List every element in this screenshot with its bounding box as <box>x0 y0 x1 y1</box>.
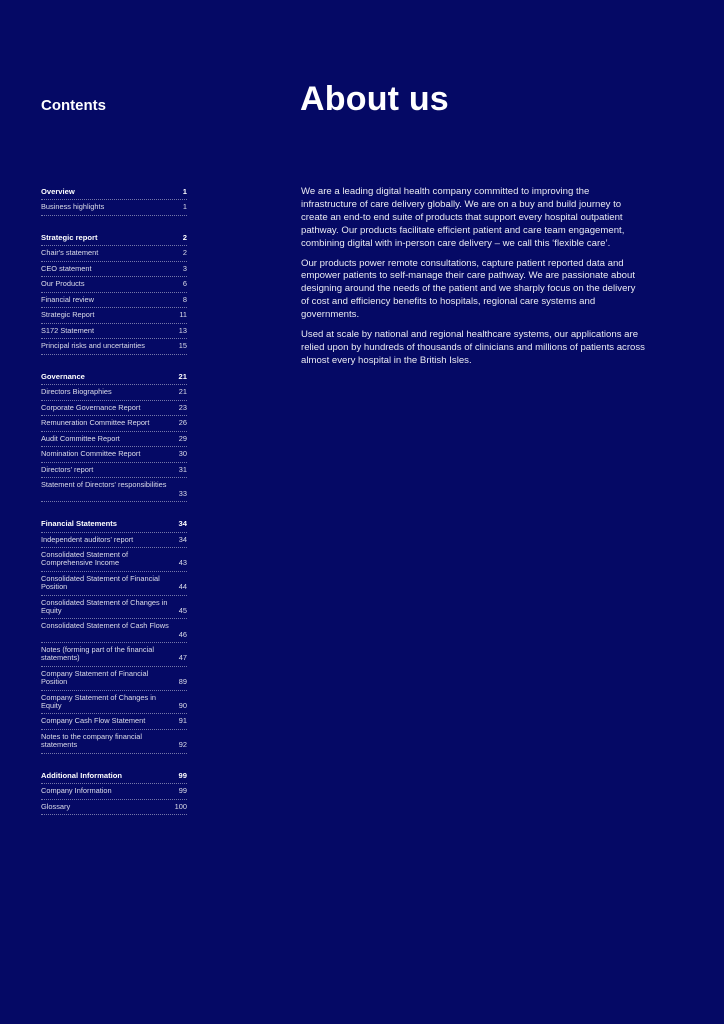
toc-entry-label: Strategic Report <box>41 310 95 320</box>
toc-section <box>41 517 187 754</box>
toc-entry-label: Directors' report <box>41 464 94 474</box>
about-us-body <box>301 186 646 375</box>
toc-section-heading[interactable] <box>41 769 187 784</box>
toc-entry[interactable] <box>41 463 187 478</box>
toc-entry[interactable] <box>41 572 187 596</box>
toc-entry-label: Financial review <box>41 294 94 304</box>
toc-section <box>41 769 187 815</box>
toc-entry[interactable] <box>41 401 187 416</box>
toc-entry-label: Consolidated Statement of Comprehensive Income <box>41 549 129 568</box>
toc-page-number: 44 <box>178 582 187 592</box>
toc-entry-label: Company Information <box>41 786 112 796</box>
toc-entry-label: Independent auditors' report <box>41 534 134 544</box>
toc-entry-label: Business highlights <box>41 202 105 212</box>
toc-entry-label: Our Products <box>41 279 85 289</box>
toc-page-number: 15 <box>178 341 187 351</box>
toc-page-number: 91 <box>178 716 187 726</box>
toc-entry[interactable] <box>41 432 187 447</box>
toc-entry-label: Consolidated Statement of Cash Flows <box>41 621 169 631</box>
toc-entry-label: Statement of Directors' responsibilities <box>41 480 167 490</box>
toc-page-number: 89 <box>178 677 187 687</box>
toc-section <box>41 185 187 216</box>
toc-entry[interactable] <box>41 246 187 261</box>
toc-entry-label: Directors Biographies <box>41 387 112 397</box>
toc-entry[interactable] <box>41 277 187 292</box>
toc-page-number: 1 <box>182 187 187 196</box>
toc-section-heading[interactable] <box>41 231 187 246</box>
toc-entry[interactable] <box>41 324 187 339</box>
toc-entry-label: Consolidated Statement of Changes in Equity <box>41 597 168 615</box>
toc-page-number: 13 <box>178 325 187 335</box>
toc-entry-label: Glossary <box>41 801 71 811</box>
toc-page-number: 21 <box>178 387 187 397</box>
contents-title: Contents <box>41 97 106 114</box>
about-paragraph: Used at scale by national and regional healthcare systems, our applications are relied upon by hundreds of thousands of clinicians and millions of patients across almost every hospital in the British Isles. <box>301 329 645 366</box>
toc-entry-label: Financial Statements <box>41 519 117 529</box>
about-paragraph: Our products power remote consultations, capture patient reported data and empower patients to self-manage their care pathway. We are passionate about designing around the needs of the patient and we sharply focus on the delivery of cost and efficiency benefits to hospitals, regional care systems and governments. <box>301 257 636 321</box>
toc-entry-label: Nomination Committee Report <box>41 449 141 459</box>
toc-page-number: 8 <box>182 294 187 304</box>
toc-page-number: 99 <box>178 770 187 780</box>
toc-section <box>41 231 187 355</box>
toc-entry[interactable] <box>41 262 187 277</box>
toc-entry-label: Remuneration Committee Report <box>41 418 150 428</box>
toc-page-number: 2 <box>182 248 187 258</box>
toc-entry[interactable] <box>41 596 187 620</box>
toc-page-number: 21 <box>178 371 187 381</box>
toc-entry[interactable] <box>41 714 187 729</box>
page-title: About us <box>300 80 449 118</box>
toc-entry-label: Notes (forming part of the financial statements) <box>41 645 154 663</box>
toc-entry[interactable] <box>41 416 187 431</box>
toc-entry-label: Company Cash Flow Statement <box>41 716 146 726</box>
toc-entry-label: S172 Statement <box>41 325 95 335</box>
toc-section <box>41 370 187 502</box>
toc-entry-label: Chair's statement <box>41 248 99 258</box>
toc-page-number: 33 <box>178 488 187 498</box>
toc-page-number: 11 <box>179 310 187 320</box>
toc-entry[interactable] <box>41 667 187 691</box>
toc-page-number: 100 <box>174 801 187 811</box>
toc-page-number: 99 <box>178 786 187 796</box>
toc-entry[interactable] <box>41 293 187 308</box>
toc-page-number: 92 <box>178 740 187 750</box>
toc-entry[interactable] <box>41 643 187 667</box>
toc-entry[interactable] <box>41 730 187 754</box>
toc-entry-label: CEO statement <box>41 263 92 273</box>
toc-entry-label: Governance <box>41 371 85 381</box>
toc-page-number: 30 <box>178 449 187 459</box>
toc-entry[interactable] <box>41 533 187 548</box>
toc-entry[interactable] <box>41 339 187 354</box>
toc-entry[interactable] <box>41 800 187 815</box>
toc-page-number: 29 <box>178 433 187 443</box>
toc-entry-label: Company Statement of Financial Position <box>41 668 149 687</box>
toc-page-number: 3 <box>182 263 187 273</box>
toc-section-heading[interactable] <box>41 517 187 532</box>
toc-entry[interactable] <box>41 691 187 715</box>
toc-page-number: 47 <box>178 653 187 663</box>
toc-entry[interactable] <box>41 385 187 400</box>
toc-entry[interactable] <box>41 478 187 502</box>
toc-entry[interactable] <box>41 619 187 643</box>
toc-page-number: 31 <box>178 464 187 474</box>
toc-page-number: 6 <box>182 279 187 289</box>
toc-page-number: 2 <box>182 232 187 242</box>
toc-entry-label: Principal risks and uncertainties <box>41 341 145 351</box>
toc-section-heading[interactable] <box>41 185 187 200</box>
toc-entry-label: Audit Committee Report <box>41 433 120 443</box>
toc-page-number: 46 <box>178 629 187 639</box>
toc-entry-label: Additional Information <box>41 770 122 780</box>
table-of-contents <box>41 185 187 830</box>
toc-section-heading[interactable] <box>41 370 187 385</box>
toc-page-number: 1 <box>182 202 187 212</box>
toc-entry-label: Corporate Governance Report <box>41 402 141 412</box>
toc-entry[interactable] <box>41 308 187 323</box>
toc-entry[interactable] <box>41 200 187 215</box>
toc-page-number: 34 <box>178 534 187 544</box>
about-paragraph: We are a leading digital health company committed to improving the infrastructure of care delivery globally. We are on a buy and build journey to create an end-to end suite of products that support every hospital outpatient pathway. Our products facilitate efficient patient and care team engagement, combining digital with in-person care delivery – we call this ‘flexible care’. <box>301 186 625 249</box>
toc-page-number: 43 <box>178 558 187 568</box>
toc-entry-label: Strategic report <box>41 232 98 242</box>
toc-page-number: 34 <box>178 519 187 529</box>
toc-page-number: 26 <box>178 418 187 428</box>
toc-page-number: 45 <box>178 605 187 615</box>
toc-entry[interactable] <box>41 447 187 462</box>
toc-entry[interactable] <box>41 784 187 799</box>
toc-entry-label: Company Statement of Changes in Equity <box>41 692 157 710</box>
toc-page-number: 23 <box>178 402 187 412</box>
toc-page-number: 90 <box>178 700 187 710</box>
toc-entry[interactable] <box>41 548 187 572</box>
toc-entry-label: Consolidated Statement of Financial Position <box>41 573 160 592</box>
toc-entry-label: Notes to the company financial statements <box>41 731 143 750</box>
toc-entry-label: Overview <box>41 187 75 196</box>
